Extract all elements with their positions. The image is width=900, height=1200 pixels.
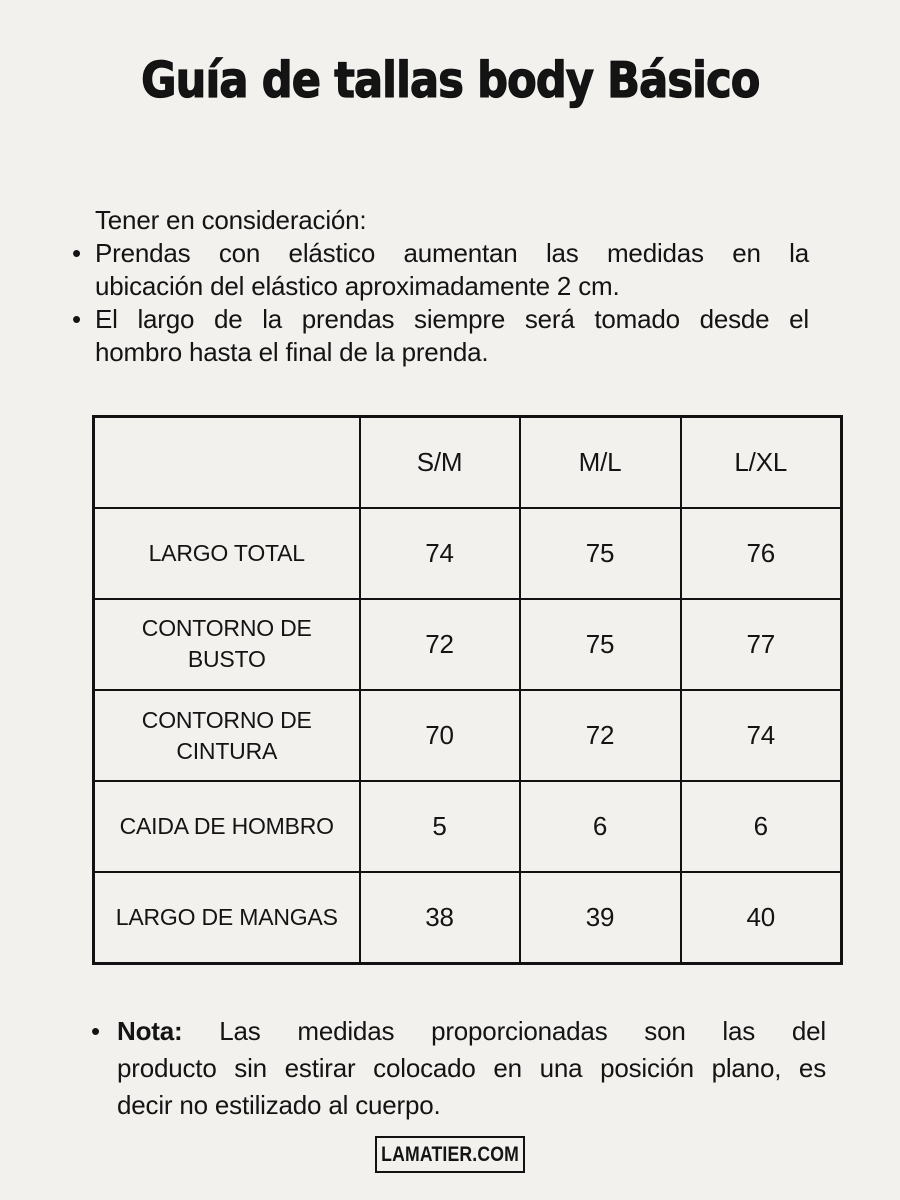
size-value: 76 — [681, 508, 842, 599]
size-value: 5 — [360, 781, 520, 872]
size-value: 38 — [360, 872, 520, 963]
table-row — [94, 508, 842, 599]
note-text-line: producto sin estirar colocado en una posición plano, es — [117, 1053, 826, 1083]
considerations-section — [72, 204, 809, 369]
measurement-label: CONTORNO DE BUSTO — [94, 599, 360, 690]
bullet-icon: • — [91, 1016, 100, 1046]
size-table-header-row — [94, 417, 842, 508]
size-value: 6 — [681, 781, 842, 872]
table-row — [94, 872, 842, 963]
size-value: 72 — [520, 690, 681, 781]
size-value: 40 — [681, 872, 842, 963]
size-value: 74 — [681, 690, 842, 781]
note-label: Nota: — [117, 1016, 183, 1046]
note-text: Las medidas proporcionadas son las del — [219, 1016, 826, 1046]
note-text-line — [117, 1013, 826, 1050]
note-section — [91, 1013, 826, 1124]
considerations-heading: Tener en consideración: — [95, 205, 367, 235]
page-title-wrap — [0, 52, 900, 110]
measurement-label: LARGO TOTAL — [94, 508, 360, 599]
bullet-text-line: El largo de la prendas siempre será tomado desde el — [95, 304, 809, 334]
bullet-icon: • — [72, 238, 81, 268]
size-value: 77 — [681, 599, 842, 690]
size-value: 72 — [360, 599, 520, 690]
size-table — [92, 415, 843, 965]
size-value: 75 — [520, 599, 681, 690]
size-column-header: M/L — [520, 417, 681, 508]
size-value: 75 — [520, 508, 681, 599]
size-value: 39 — [520, 872, 681, 963]
bullet-text-line: hombro hasta el final de la prenda. — [95, 337, 489, 367]
corner-cell — [94, 417, 360, 508]
size-column-header: L/XL — [681, 417, 842, 508]
bullet-text-line: Prendas con elástico aumentan las medidas en la — [95, 238, 809, 268]
table-row — [94, 599, 842, 690]
measurement-label: CAIDA DE HOMBRO — [94, 781, 360, 872]
table-row — [94, 781, 842, 872]
measurement-label: CONTORNO DE CINTURA — [94, 690, 360, 781]
brand-badge — [375, 1136, 525, 1173]
list-item — [72, 237, 809, 303]
table-row — [94, 690, 842, 781]
brand-badge-label: LAMATIER.COM — [381, 1142, 519, 1166]
measurement-label: LARGO DE MANGAS — [94, 872, 360, 963]
list-item — [72, 303, 809, 369]
size-value: 74 — [360, 508, 520, 599]
note-text-line: decir no estilizado al cuerpo. — [117, 1090, 441, 1120]
size-value: 6 — [520, 781, 681, 872]
size-column-header: S/M — [360, 417, 520, 508]
page-title: Guía de tallas body Básico — [140, 52, 760, 109]
bullet-icon: • — [72, 304, 81, 334]
bullet-text-line: ubicación del elástico aproximadamente 2 cm. — [95, 271, 620, 301]
size-value: 70 — [360, 690, 520, 781]
